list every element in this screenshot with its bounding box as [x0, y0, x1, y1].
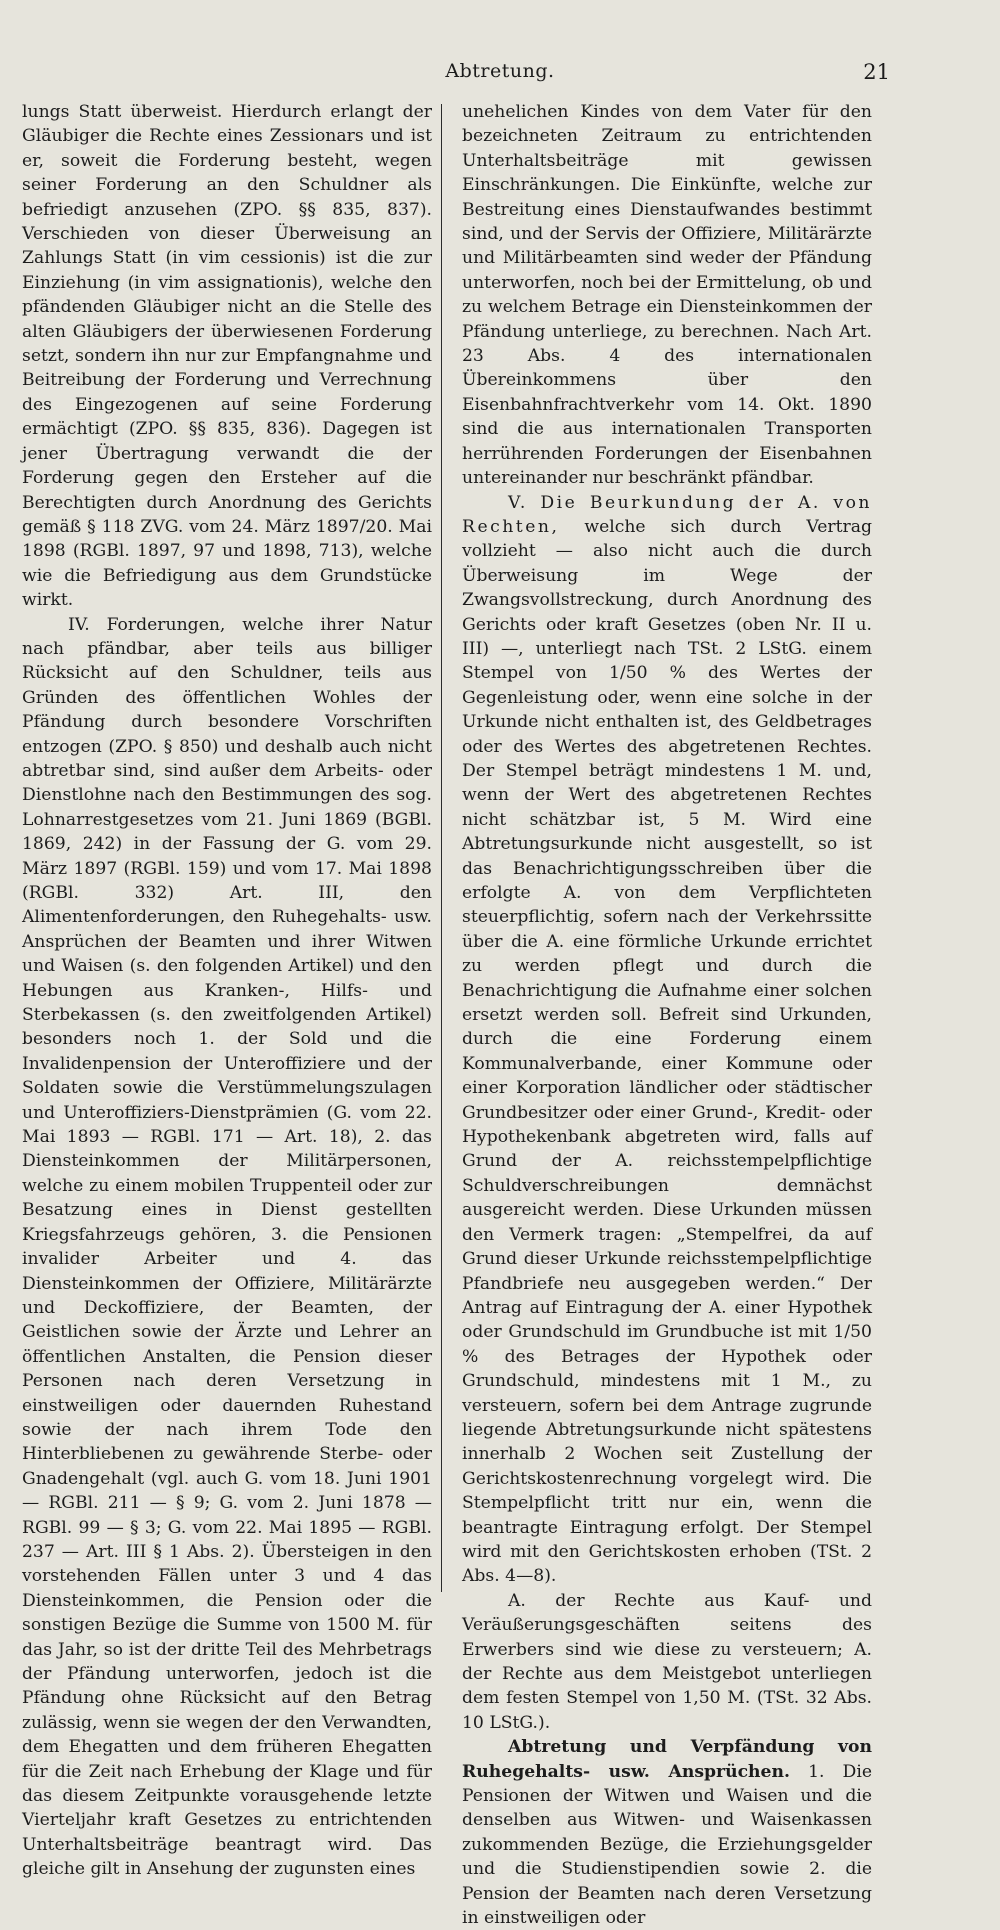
column-divider [441, 104, 442, 1592]
left-column [22, 100, 432, 1882]
right-column [462, 100, 872, 1930]
page-number: 21 [863, 60, 890, 84]
right-paragraph-section-v [462, 491, 872, 1589]
ruhegehalt-heading: Abtretung und Verpfändung von Ruhegehalts- usw. Ansprüchen. [462, 1737, 872, 1782]
left-paragraph-continuation: lungs Statt überweist. Hierdurch erlangt der Gläubiger die Rechte eines Zessionars und ist er, soweit die Forderung besteht, wegen seiner Forderung an den Schuldner als befriedigt anzusehen (ZPO. §§ 835, 837). Verschieden von dieser Überweisung an Zahlungs Statt (in vim cessionis) ist die zur Einziehung (in vim assignationis), welche den pfändenden Gläubiger nicht an die Stelle des alten Gläubigers der überwiesenen Forderung setzt, sondern ihn nur zur Empfangnahme und Beitreibung der Forderung und Verrechnung des Eingezogenen auf seine Forderung ermächtigt (ZPO. §§ 835, 836). Dagegen ist jener Übertragung verwandt die der Forderung gegen den Ersteher auf die Berechtigten durch Anordnung des Gerichts gemäß § 118 ZVG. vom 24. März 1897/20. Mai 1898 (RGBl. 1897, 97 und 1898, 713), welche wie die Befriedigung aus dem Grundstücke wirkt. [22, 102, 432, 611]
right-paragraph-kauf: A. der Rechte aus Kauf- und Veräußerungsgeschäften seitens des Erwerbers sind wie diese zu versteuern; A. der Rechte aus dem Meistgebot unterliegen dem festen Stempel von 1,50 M. (TSt. 32 Abs. 10 LStG.). [462, 1590, 872, 1733]
right-paragraph-ruhegehalt [462, 1735, 872, 1930]
section-v-label: V. Die Beurkundung der A. von Rechten, [462, 492, 872, 537]
running-header-title: Abtretung. [445, 60, 555, 82]
left-paragraph-section-iv: IV. Forderungen, welche ihrer Natur nach pfändbar, aber teils aus billiger Rücksicht auf den Schuldner, teils aus Gründen des öffentlichen Wohles der Pfändung durch besondere Vorschriften entzogen (ZPO. § 850) und deshalb auch nicht abtretbar sind, sind außer dem Arbeits- oder Dienstlohne nach den Bestimmungen des sog. Lohnarrestgesetzes vom 21. Juni 1869 (BGBl. 1869, 242) in der Fassung der G. vom 29. März 1897 (RGBl. 159) und vom 17. Mai 1898 (RGBl. 332) Art. III, den Alimentenforderungen, den Ruhegehalts- usw. Ansprüchen der Beamten und ihrer Witwen und Waisen (s. den folgenden Artikel) und den Hebungen aus Kranken-, Hilfs- und Sterbekassen (s. den zweitfolgenden Artikel) besonders noch 1. der Sold und die Invalidenpension der Unteroffiziere und der Soldaten sowie die Verstümmelungszulagen und Unteroffiziers-Dienstprämien (G. vom 22. Mai 1893 — RGBl. 171 — Art. 18), 2. das Diensteinkommen der Militärpersonen, welche zu einem mobilen Truppenteil oder zur Besatzung eines in Dienst gestellten Kriegsfahrzeugs gehören, 3. die Pensionen invalider Arbeiter und 4. das Diensteinkommen der Offiziere, Militärärzte und Deckoffiziere, der Beamten, der Geistlichen sowie der Ärzte und Lehrer an öffentlichen Anstalten, die Pension dieser Personen nach deren Versetzung in einstweiligen oder dauernden Ruhestand sowie der nach ihrem Tode den Hinterbliebenen zu gewährende Sterbe- oder Gnadengehalt (vgl. auch G. vom 18. Juni 1901 — RGBl. 211 — § 9; G. vom 2. Juni 1878 — RGBl. 99 — § 3; G. vom 22. Mai 1895 — RGBl. 237 — Art. III § 1 Abs. 2). Übersteigen in den vorstehenden Fällen unter 3 und 4 das Diensteinkommen, die Pension oder die sonstigen Bezüge die Summe von 1500 M. für das Jahr, so ist der dritte Teil des Mehrbetrags der Pfändung unterworfen, jedoch ist die Pfändung ohne Rücksicht auf den Betrag zulässig, wenn sie wegen der den Verwandten, dem Ehegatten und dem früheren Ehegatten für die Zeit nach Erhebung der Klage und für das diesem Zeitpunkte vorausgehende letzte Vierteljahr kraft Gesetzes zu entrichtenden Unterhaltsbeiträge beantragt wird. Das gleiche gilt in Ansehung der zugunsten eines [22, 614, 432, 1880]
section-v-text: welche sich durch Vertrag vollzieht — also nicht auch die durch Überweisung im Wege der Zwangsvollstreckung, durch Anordnung des Gerichts oder kraft Gesetzes (oben Nr. II u. III) —, unterliegt nach TSt. 2 LStG. einem Stempel von 1/50 % des Wertes der Gegenleistung oder, wenn eine solche in der Urkunde nicht enthalten ist, des Geldbetrages oder des Wertes des abgetretenen Rechtes. Der Stempel beträgt mindestens 1 M. und, wenn der Wert des abgetretenen Rechtes nicht schätzbar ist, 5 M. Wird eine Abtretungsurkunde nicht ausgestellt, so ist das Benachrichtigungsschreiben über die erfolgte A. von dem Verpflichteten steuerpflichtig, sofern nach der Verkehrssitte über die A. eine förmliche Urkunde errichtet zu werden pflegt und durch die Benachrichtigung die Aufnahme einer solchen ersetzt werden soll. Befreit sind Urkunden, durch die eine Forderung einem Kommunalverbande, einer Kommune oder einer Korporation ländlicher oder städtischer Grundbesitzer oder einer Grund-, Kredit- oder Hypothekenbank abgetreten wird, falls auf Grund der A. reichsstempelpflichtige Schuldverschreibungen demnächst ausgereicht werden. Diese Urkunden müssen den Vermerk tragen: „Stempelfrei, da auf Grund dieser Urkunde reichsstempelpflichtige Pfandbriefe neu ausgegeben werden.“ Der Antrag auf Eintragung der A. einer Hypothek oder Grundschuld im Grundbuche ist mit 1/50 % des Betrages der Hypothek oder Grundschuld, mindestens mit 1 M., zu versteuern, sofern bei dem Antrage zugrunde liegende Abtretungsurkunde nicht spätestens innerhalb 2 Wochen seit Zustellung der Gerichtskostenrechnung vorgelegt wird. Die Stempelpflicht tritt nur ein, wenn die beantragte Eintragung erfolgt. Der Stempel wird mit den Gerichtskosten erhoben (TSt. 2 Abs. 4—8). [462, 516, 872, 1587]
right-paragraph-continuation: unehelichen Kindes von dem Vater für den bezeichneten Zeitraum zu entrichtenden Unterhaltsbeiträge mit gewissen Einschränkungen. Die Einkünfte, welche zur Bestreitung eines Dienstaufwandes bestimmt sind, und der Servis der Offiziere, Militärärzte und Militärbeamten sind weder der Pfändung unterworfen, noch bei der Ermittelung, ob und zu welchem Betrage ein Diensteinkommen der Pfändung unterliege, zu berechnen. Nach Art. 23 Abs. 4 des internationalen Übereinkommens über den Eisenbahnfrachtverkehr vom 14. Okt. 1890 sind die aus internationalen Transporten herrührenden Forderungen der Eisenbahnen untereinander nur beschränkt pfändbar. [462, 102, 872, 489]
ruhegehalt-text: 1. Die Pensionen der Witwen und Waisen und die denselben aus Witwen- und Waisenkassen zukommenden Bezüge, die Erziehungsgelder und die Studienstipendien sowie 2. die Pension der Beamten nach deren Versetzung in einstweiligen oder [462, 1761, 872, 1929]
